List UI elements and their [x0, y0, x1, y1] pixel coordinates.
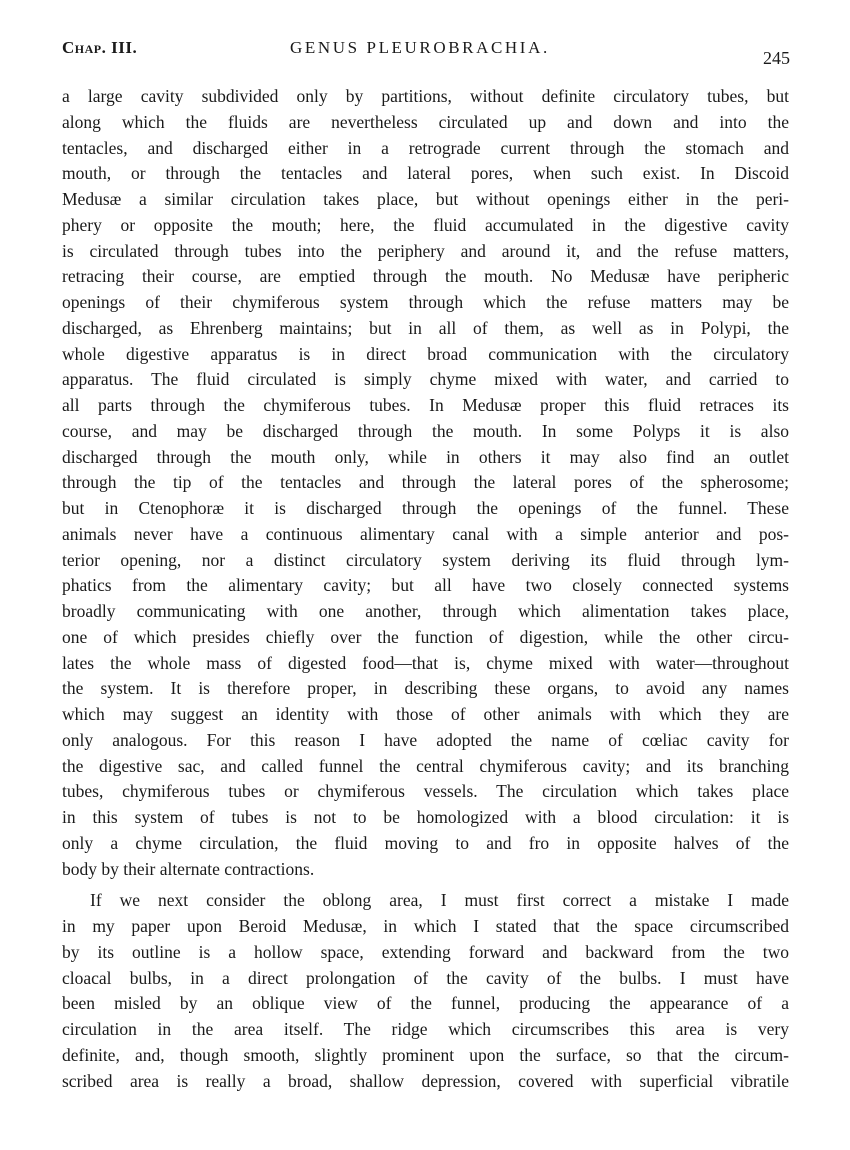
text-line: the digestive sac, and called funnel the central chymiferous cavity; and its branching: [62, 755, 789, 776]
page-number: 245: [763, 48, 790, 68]
text-line: discharged through the mouth only, while in others it may also find an outlet: [62, 446, 789, 467]
text-line: which may suggest an identity with those of other animals with which they are: [62, 704, 789, 724]
text-line: animals never have a continuous alimentary canal with a simple anterior and pos-: [62, 523, 789, 544]
text-line: phatics from the alimentary cavity; but all have two closely connected systems: [62, 575, 789, 596]
chapter-label: Chap. III.: [62, 38, 138, 57]
text-line: circulation in the area itself. The ridge which circumscribes this area is very: [62, 1019, 789, 1039]
text-line: all parts through the chymiferous tubes. In Medusæ proper this fluid retraces its: [62, 395, 789, 415]
text-line: along which the fluids are nevertheless circulated up and down and into the: [62, 111, 789, 132]
text-line: is circulated through tubes into the periphery and around it, and the refuse matters,: [62, 240, 789, 261]
text-line: mouth, or through the tentacles and lateral pores, when such exist. In Discoid: [62, 163, 789, 184]
text-line: apparatus. The fluid circulated is simply chyme mixed with water, and carried to: [62, 369, 789, 390]
text-line: tubes, chymiferous tubes or chymiferous vessels. The circulation which takes place: [62, 781, 789, 802]
text-line: only analogous. For this reason I have adopted the name of cœliac cavity for: [62, 729, 789, 750]
text-line: cloacal bulbs, in a direct prolongation of the cavity of the bulbs. I must have: [62, 967, 789, 988]
text-line: lates the whole mass of digested food—that is, chyme mixed with water—throughout: [62, 652, 789, 673]
text-line: been misled by an oblique view of the funnel, producing the appearance of a: [62, 993, 789, 1014]
text-line: Medusæ a similar circulation takes place, but without openings either in the peri-: [62, 189, 789, 209]
text-line: retracing their course, are emptied through the mouth. No Medusæ have peripheric: [62, 266, 789, 287]
text-line: openings of their chymiferous system through which the refuse matters may be: [62, 292, 789, 312]
paragraph: [62, 888, 789, 1094]
text-line: in my paper upon Beroid Medusæ, in which I stated that the space circumscribed: [62, 916, 789, 936]
text-line: one of which presides chiefly over the function of digestion, while the other circu-: [62, 626, 789, 647]
text-line: a large cavity subdivided only by partitions, without definite circulatory tubes, but: [62, 86, 789, 106]
text-line: body by their alternate contractions.: [62, 858, 315, 879]
text-line: If we next consider the oblong area, I must first correct a mistake I made: [90, 890, 789, 911]
text-line: discharged, as Ehrenberg maintains; but in all of them, as well as in Polypi, the: [62, 317, 789, 338]
text-line: only a chyme circulation, the fluid moving to and fro in opposite halves of the: [62, 832, 789, 853]
text-line: definite, and, though smooth, slightly prominent upon the surface, so that the circum-: [62, 1044, 789, 1065]
text-line: in this system of tubes is not to be homologized with a blood circulation: it is: [62, 807, 789, 827]
text-line: phery or opposite the mouth; here, the fluid accumulated in the digestive cavity: [62, 214, 789, 235]
text-line: the system. It is therefore proper, in describing these organs, to avoid any names: [62, 678, 789, 699]
running-head: [62, 38, 790, 68]
body-text: [62, 84, 789, 1094]
text-line: course, and may be discharged through the mouth. In some Polyps it is also: [62, 420, 789, 441]
text-line: through the tip of the tentacles and through the lateral pores of the spherosome;: [62, 472, 789, 493]
text-line: by its outline is a hollow space, extending forward and backward from the two: [62, 941, 789, 962]
text-line: broadly communicating with one another, through which alimentation takes place,: [62, 601, 789, 621]
text-line: scribed area is really a broad, shallow depression, covered with superficial vibratile: [62, 1070, 789, 1091]
text-line: tentacles, and discharged either in a retrograde current through the stomach and: [62, 137, 789, 158]
text-line: but in Ctenophoræ it is discharged through the openings of the funnel. These: [62, 498, 789, 518]
paragraph: [62, 84, 789, 882]
text-line: whole digestive apparatus is in direct broad communication with the circulatory: [62, 343, 789, 364]
page-title: GENUS PLEUROBRACHIA.: [290, 38, 550, 57]
text-line: terior opening, nor a distinct circulatory system deriving its fluid through lym-: [62, 549, 789, 570]
